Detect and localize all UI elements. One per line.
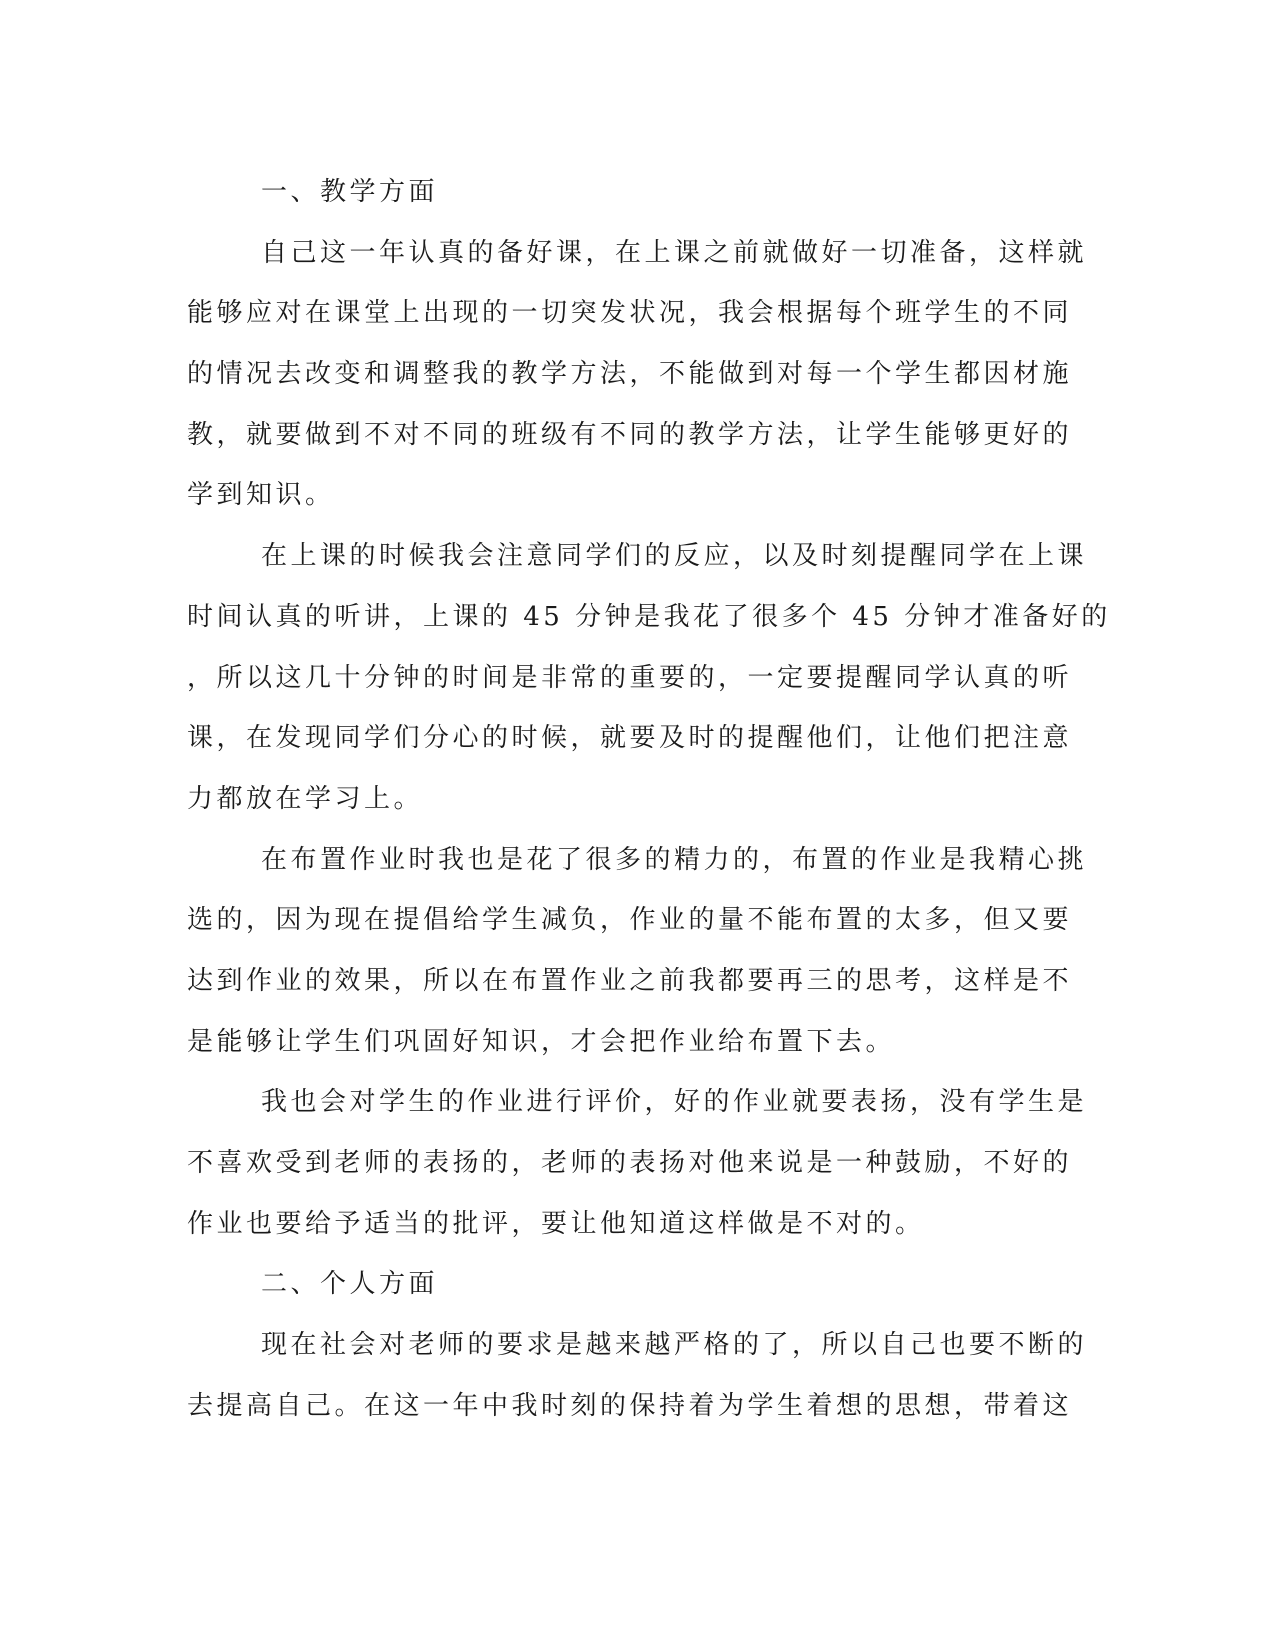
paragraph-line: 去提高自己。在这一年中我时刻的保持着为学生着想的思想，带着这 — [187, 1390, 1073, 1421]
paragraph-line: 课，在发现同学们分心的时候，就要及时的提醒他们，让他们把注意 — [187, 723, 1073, 754]
paragraph-line: 在上课的时候我会注意同学们的反应，以及时刻提醒同学在上课 — [261, 541, 1088, 572]
paragraph-line: 作业也要给予适当的批评，要让他知道这样做是不对的。 — [187, 1208, 925, 1239]
paragraph-line: 的情况去改变和调整我的教学方法，不能做到对每一个学生都因材施 — [187, 359, 1073, 390]
paragraph-line: 教，就要做到不对不同的班级有不同的教学方法，让学生能够更好的 — [187, 419, 1073, 450]
paragraph-line: ，所以这几十分钟的时间是非常的重要的，一定要提醒同学认真的听 — [187, 662, 1073, 693]
section-heading: 二、个人方面 — [261, 1269, 439, 1300]
paragraph-line: 不喜欢受到老师的表扬的，老师的表扬对他来说是一种鼓励，不好的 — [187, 1148, 1073, 1178]
document-body — [187, 162, 1111, 1436]
paragraph-line: 现在社会对老师的要求是越来越严格的了，所以自己也要不断的 — [261, 1330, 1088, 1361]
paragraph-line: 时间认真的听讲，上课的 45 分钟是我花了很多个 45 分钟才准备好的 — [187, 601, 1111, 632]
paragraph-line: 能够应对在课堂上出现的一切突发状况，我会根据每个班学生的不同 — [187, 298, 1073, 329]
paragraph-line: 在布置作业时我也是花了很多的精力的，布置的作业是我精心挑 — [261, 844, 1088, 875]
paragraph-line: 我也会对学生的作业进行评价，好的作业就要表扬，没有学生是 — [261, 1087, 1088, 1118]
section-heading: 一、教学方面 — [261, 177, 439, 207]
paragraph-line: 达到作业的效果，所以在布置作业之前我都要再三的思考，这样是不 — [187, 965, 1073, 996]
paragraph-line: 自己这一年认真的备好课，在上课之前就做好一切准备，这样就 — [261, 237, 1088, 268]
paragraph-line: 力都放在学习上。 — [187, 783, 424, 814]
paragraph-line: 选的，因为现在提倡给学生减负，作业的量不能布置的太多，但又要 — [187, 905, 1073, 936]
paragraph-line: 学到知识。 — [187, 480, 335, 511]
paragraph-line: 是能够让学生们巩固好知识，才会把作业给布置下去。 — [187, 1026, 896, 1057]
